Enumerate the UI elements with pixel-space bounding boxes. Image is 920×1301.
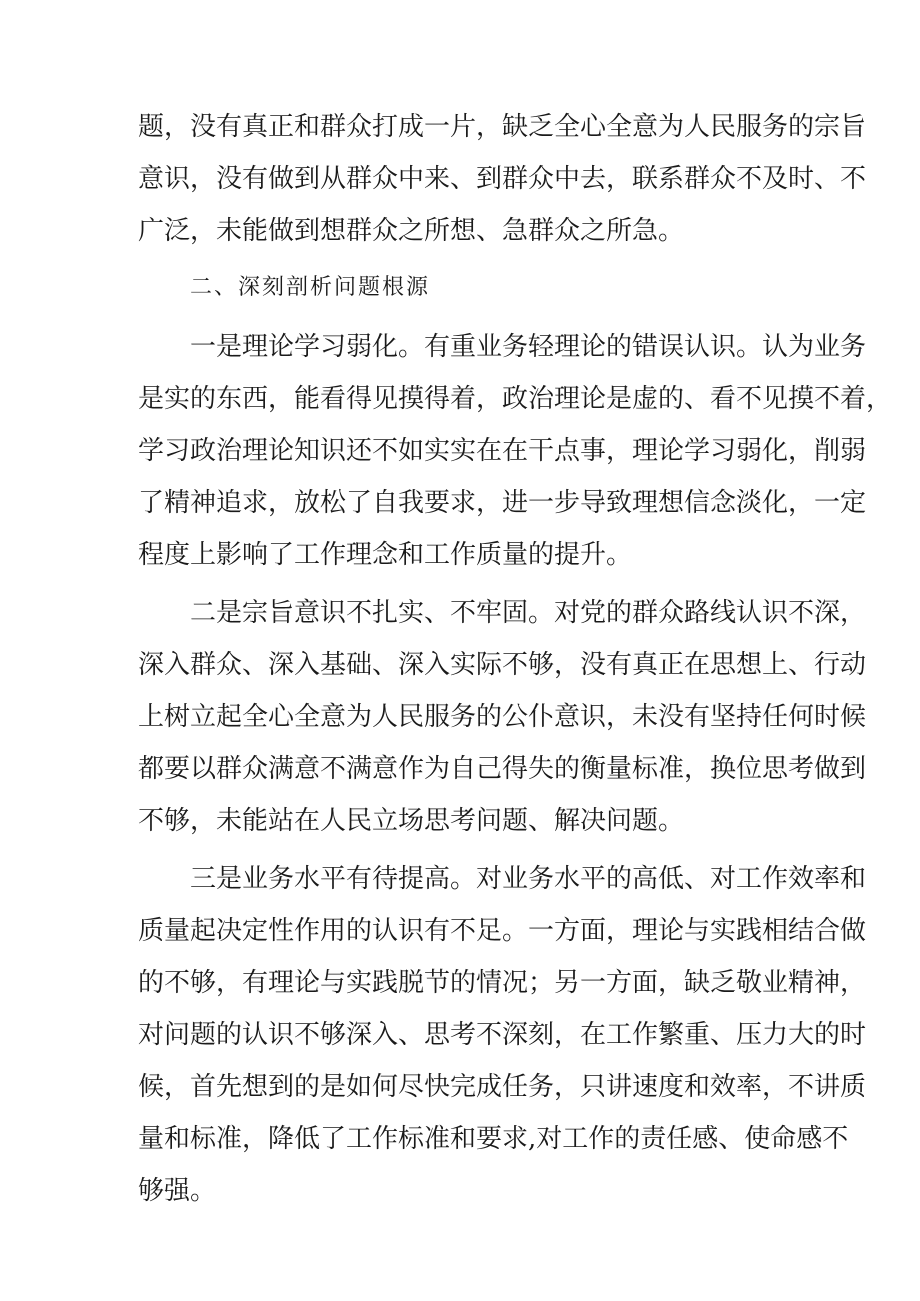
paragraph-line: 够强。 (138, 1176, 217, 1206)
paragraph-line: 三是业务水平有待提高。对业务水平的高低、对工作效率和 (190, 864, 867, 894)
paragraph-line: 对问题的认识不够深入、思考不深刻，在工作繁重、压力大的时 (138, 1020, 867, 1050)
paragraph-line: 二是宗旨意识不扎实、不牢固。对党的群众路线认识不深， (190, 598, 867, 628)
paragraph-line: 一是理论学习弱化。有重业务轻理论的错误认识。认为业务 (190, 332, 867, 362)
paragraph-line: 广泛，未能做到想群众之所想、急群众之所急。 (138, 216, 685, 246)
paragraph-line: 了精神追求，放松了自我要求，进一步导致理想信念淡化，一定 (138, 488, 867, 518)
paragraph-line: 质量起决定性作用的认识有不足。一方面，理论与实践相结合做 (138, 916, 867, 946)
paragraph-line: 题，没有真正和群众打成一片，缺乏全心全意为人民服务的宗旨 (138, 112, 867, 142)
paragraph-line: 上树立起全心全意为人民服务的公仆意识，未没有坚持任何时候 (138, 702, 867, 732)
paragraph-line: 不够，未能站在人民立场思考问题、解决问题。 (138, 806, 685, 836)
section-heading: 二、深刻剖析问题根源 (190, 275, 431, 300)
paragraph-line: 深入群众、深入基础、深入实际不够，没有真正在思想上、行动 (138, 650, 867, 680)
paragraph-line: 候，首先想到的是如何尽快完成任务，只讲速度和效率，不讲质 (138, 1072, 867, 1102)
paragraph-line: 都要以群众满意不满意作为自己得失的衡量标准，换位思考做到 (138, 754, 867, 784)
paragraph-line: 量和标准，降低了工作标准和要求,对工作的责任感、使命感不 (138, 1124, 849, 1154)
paragraph-line: 学习政治理论知识还不如实实在在干点事，理论学习弱化，削弱 (138, 436, 867, 466)
paragraph-line: 是实的东西，能看得见摸得着，政治理论是虚的、看不见摸不着， (138, 384, 893, 414)
paragraph-line: 程度上影响了工作理念和工作质量的提升。 (138, 540, 633, 570)
paragraph-line: 的不够，有理论与实践脱节的情况；另一方面，缺乏敬业精神， (138, 968, 867, 998)
paragraph-line: 意识，没有做到从群众中来、到群众中去，联系群众不及时、不 (138, 164, 867, 194)
